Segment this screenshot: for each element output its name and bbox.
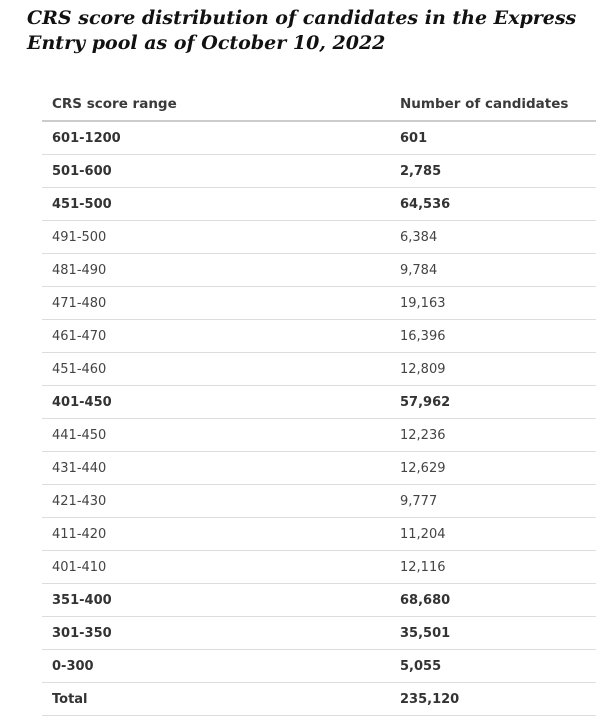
candidate-count-cell: 12,236 (390, 419, 596, 452)
candidate-count-cell: 9,784 (390, 254, 596, 287)
candidate-count-cell: 19,163 (390, 287, 596, 320)
table-row (42, 518, 596, 551)
score-range-cell: 351-400 (42, 584, 390, 617)
candidate-count-cell: 68,680 (390, 584, 596, 617)
table-row (42, 155, 596, 188)
table-row (42, 188, 596, 221)
candidate-count-cell: 12,809 (390, 353, 596, 386)
score-range-cell: 411-420 (42, 518, 390, 551)
table-row (42, 419, 596, 452)
score-range-cell: 601-1200 (42, 121, 390, 155)
candidate-count-cell: 5,055 (390, 650, 596, 683)
candidate-count-cell: 57,962 (390, 386, 596, 419)
candidate-count-cell: 16,396 (390, 320, 596, 353)
score-range-cell: 401-450 (42, 386, 390, 419)
table-row (42, 584, 596, 617)
table-row (42, 386, 596, 419)
candidate-count-cell: 2,785 (390, 155, 596, 188)
score-range-cell: 441-450 (42, 419, 390, 452)
table-row (42, 121, 596, 155)
table-row (42, 353, 596, 386)
candidate-count-cell: 235,120 (390, 683, 596, 716)
score-range-cell: 431-440 (42, 452, 390, 485)
candidate-count-cell: 12,629 (390, 452, 596, 485)
table-row (42, 254, 596, 287)
score-range-cell: Total (42, 683, 390, 716)
table-row (42, 452, 596, 485)
score-range-cell: 451-500 (42, 188, 390, 221)
score-range-cell: 421-430 (42, 485, 390, 518)
score-range-cell: 471-480 (42, 287, 390, 320)
crs-distribution-table (42, 88, 596, 716)
score-range-cell: 501-600 (42, 155, 390, 188)
candidate-count-cell: 64,536 (390, 188, 596, 221)
score-range-cell: 401-410 (42, 551, 390, 584)
table-row (42, 221, 596, 254)
candidate-count-cell: 9,777 (390, 485, 596, 518)
table-row (42, 650, 596, 683)
table-row (42, 551, 596, 584)
table-row (42, 617, 596, 650)
page-title: CRS score distribution of candidates in the Express Entry pool as of October 10, 2022 (27, 7, 577, 54)
table-body (42, 121, 596, 716)
score-range-cell: 491-500 (42, 221, 390, 254)
table-row (42, 287, 596, 320)
column-header-candidates: Number of candidates (390, 88, 596, 121)
score-range-cell: 451-460 (42, 353, 390, 386)
candidate-count-cell: 12,116 (390, 551, 596, 584)
table-row (42, 320, 596, 353)
candidate-count-cell: 11,204 (390, 518, 596, 551)
table-row (42, 683, 596, 716)
score-range-cell: 481-490 (42, 254, 390, 287)
score-range-cell: 301-350 (42, 617, 390, 650)
table-header-row (42, 88, 596, 121)
score-range-cell: 0-300 (42, 650, 390, 683)
candidate-count-cell: 601 (390, 121, 596, 155)
score-range-cell: 461-470 (42, 320, 390, 353)
candidate-count-cell: 35,501 (390, 617, 596, 650)
candidate-count-cell: 6,384 (390, 221, 596, 254)
table-row (42, 485, 596, 518)
column-header-score-range: CRS score range (42, 88, 390, 121)
